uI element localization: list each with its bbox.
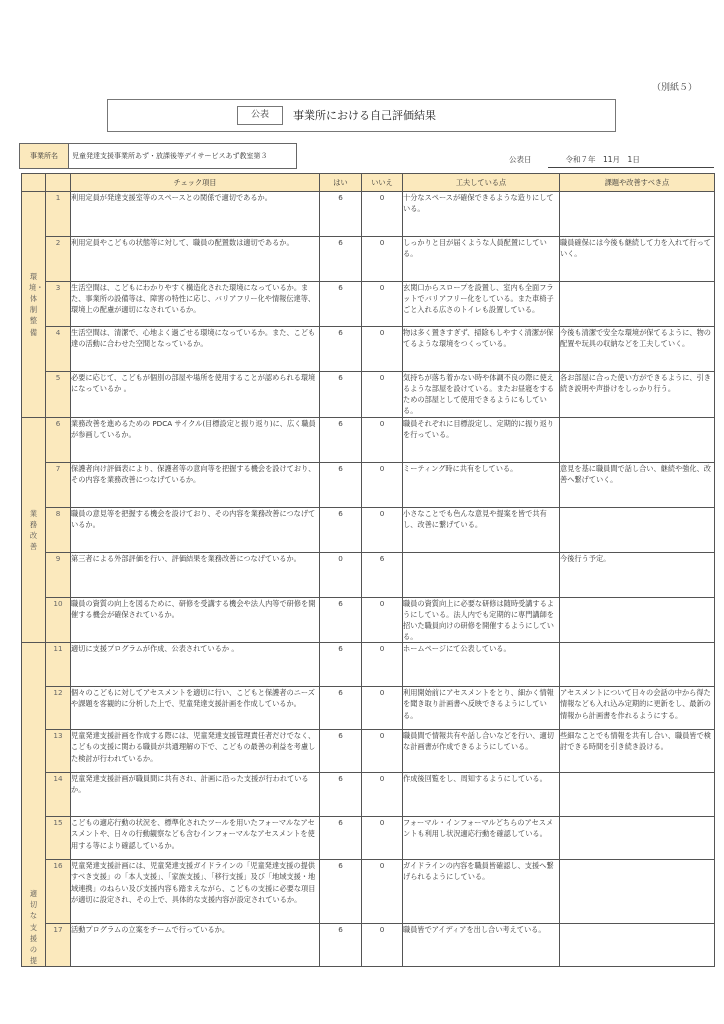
check-item: 生活空間は、清潔で、心地よく過ごせる環境になっているか。また、こども達の活動に合わせた空間となっているか。 [71,327,320,372]
yes-count: 6 [320,327,362,372]
check-item: 職員の資質の向上を図るために、研修を受講する機会や法人内等で研修を開催する機会が確保されているか。 [71,597,320,643]
issues-note [560,192,715,237]
check-item: 児童発達支援計画が職員間に共有され、計画に沿った支援が行われているか。 [71,773,320,817]
yes-count: 6 [320,192,362,237]
issues-note [560,773,715,817]
efforts-note: 物は多く置きすぎず、掃除もしやすく清潔が保てるような環境をつくっている。 [403,327,560,372]
row-number: 15 [46,817,71,860]
no-count: 0 [362,773,403,817]
row-number: 11 [46,643,71,687]
efforts-note [403,552,560,597]
no-count: 0 [362,643,403,687]
yes-count: 6 [320,687,362,730]
check-item: 児童発達支援計画を作成する際には、児童発達支援管理責任者だけでなく、こどもの支援に関わる職員が共通理解の下で、こどもの最善の利益を考慮した検討が行われているか。 [71,730,320,773]
row-number: 7 [46,462,71,507]
table-row [22,462,715,507]
issues-note [560,282,715,327]
no-count: 0 [362,860,403,924]
efforts-note: 職員それぞれに目標設定し、定期的に振り返りを行っている。 [403,417,560,462]
table-row [22,924,715,967]
row-number: 12 [46,687,71,730]
no-count: 6 [362,552,403,597]
annex-label: （別紙５） [652,83,698,93]
efforts-note: 職員の資質向上に必要な研修は随時受講するようにしている。法人内でも定期的に専門講師を招いた職員向けの研修を開催するようにしている。 [403,597,560,643]
yes-count: 0 [320,552,362,597]
check-item: 必要に応じて、こどもが個別の部屋や場所を使用することが認められる環境になっているか 。 [71,372,320,418]
yes-count: 6 [320,924,362,967]
no-count: 0 [362,417,403,462]
efforts-note: フォーマル・インフォーマルどちらのアセスメントも利用し状況適応行動を確認している。 [403,817,560,860]
check-item: 児童発達支援計画には、児童発達支援ガイドラインの「児童発達支援の提供すべき支援」の「本人支援」、「家族支援」、「移行支援」及び「地域支援・地域連携」のねらい及び支援内容も踏まえながら、こどもの支援に必要な項目が適切に設定され、その上で、具体的な支援内容が設定されているか。 [71,860,320,924]
table-row [22,597,715,643]
section-label-cell [22,417,46,643]
no-count: 0 [362,597,403,643]
check-item: 適切に支援プログラムが作成、公表されているか 。 [71,643,320,687]
row-number: 1 [46,192,71,237]
yes-count: 6 [320,643,362,687]
row-number: 3 [46,282,71,327]
header-issues: 課題や改善すべき点 [560,174,715,192]
issues-note: 各お部屋に合った使い方ができるように、引き続き説明や声掛けをしっかり行う。 [560,372,715,418]
check-item: こどもの適応行動の状況を、標準化されたツールを用いたフォーマルなアセスメントや、日々の行動観察なども含むインフォーマルなアセスメントを使用する等により確認しているか。 [71,817,320,860]
issues-note: 職員確保には今後も継続して力を入れて行っていく。 [560,237,715,282]
efforts-note: 小さなことでも色んな意見や提案を皆で共有し、改善に繋げている。 [403,507,560,552]
row-number: 8 [46,507,71,552]
section-label: 適切な支援の提 [29,889,38,966]
row-number: 16 [46,860,71,924]
issues-note: 意見を基に職員間で話し合い、継続や強化、改善へ繋げていく。 [560,462,715,507]
check-item: 業務改善を進めるための PDCA サイクル(目標設定と振り返り)に、広く職員が参画しているか。 [71,417,320,462]
table-row [22,773,715,817]
section-label: 環境・体制整備 [29,271,44,337]
no-count: 0 [362,924,403,967]
yes-count: 6 [320,507,362,552]
row-number: 2 [46,237,71,282]
table-row [22,327,715,372]
efforts-note: 気持ちが落ち着かない時や体調不良の際に使えるような部屋を設けている。またお昼寝をするための部屋として使用できるようにもしている。 [403,372,560,418]
publication-date-value: 令和７年 11月 1日 [548,154,714,168]
row-number: 5 [46,372,71,418]
row-number: 4 [46,327,71,372]
section-label: 業務改善 [29,508,38,552]
row-number: 10 [46,597,71,643]
table-row [22,687,715,730]
row-number: 9 [46,552,71,597]
no-count: 0 [362,282,403,327]
header-number-cell [46,174,71,192]
efforts-note: 職員間で情報共有や話し合いなどを行い、適切な計画書が作成できるようにしている。 [403,730,560,773]
check-item: 第三者による外部評価を行い、評価結果を業務改善につなげているか。 [71,552,320,597]
table-row [22,643,715,687]
table-row [22,730,715,773]
table-row [22,417,715,462]
efforts-note: ホームページにて公表している。 [403,643,560,687]
row-number: 17 [46,924,71,967]
yes-count: 6 [320,730,362,773]
issues-note: 今後も清潔で安全な環境が保てるように、物の配置や玩具の収納などを工夫していく。 [560,327,715,372]
publication-date-label: 公表日 [509,155,532,164]
row-number: 14 [46,773,71,817]
header-section-cell [22,174,46,192]
issues-note: 今後行う予定。 [560,552,715,597]
title-box [107,99,616,132]
issues-note [560,507,715,552]
no-count: 0 [362,327,403,372]
check-item: 個々のこどもに対してアセスメントを適切に行い、こどもと保護者のニーズや課題を客観的に分析した上で、児童発達支援計画を作成しているか。 [71,687,320,730]
no-count: 0 [362,817,403,860]
issues-note [560,924,715,967]
issues-note [560,860,715,924]
yes-count: 6 [320,773,362,817]
issues-note [560,417,715,462]
efforts-note: ミーティング時に共有をしている。 [403,462,560,507]
evaluation-table [21,173,715,967]
section-label-cell [22,643,46,967]
efforts-note: ガイドラインの内容を職員皆確認し、支援へ繋げられるようにしている。 [403,860,560,924]
office-info [19,143,297,169]
issues-note [560,597,715,643]
table-row [22,860,715,924]
yes-count: 6 [320,597,362,643]
efforts-note: 玄関口からスロープを設置し、室内も全面フラットでバリアフリー化をしている。また車椅子ごと入れる広さのトイレも設置している。 [403,282,560,327]
row-number: 6 [46,417,71,462]
efforts-note: 利用開始前にアセスメントをとり、細かく情報を聞き取り計画書へ反映できるようにしている。 [403,687,560,730]
efforts-note: しっかりと目が届くような人員配置にしている。 [403,237,560,282]
table-row [22,817,715,860]
issues-note: 些細なことでも情報を共有し合い、職員皆で検討できる時間を引き続き設ける。 [560,730,715,773]
check-item: 保護者向け評価表により、保護者等の意向等を把握する機会を設けており、その内容を業務改善につなげているか。 [71,462,320,507]
issues-note: アセスメントについて日々の会話の中から得た情報なども入れ込み定期的に更新をし、最新の情報から計画書を作れるようにする。 [560,687,715,730]
yes-count: 6 [320,817,362,860]
office-label: 事業所名 [20,144,69,168]
publication-date [509,154,714,168]
no-count: 0 [362,730,403,773]
public-tag: 公表 [237,106,283,125]
check-item: 利用定員が発達支援室等のスペースとの関係で適切であるか。 [71,192,320,237]
yes-count: 6 [320,860,362,924]
table-row [22,372,715,418]
table-row [22,507,715,552]
efforts-note: 作成後回覧をし、周知するようにしている。 [403,773,560,817]
table-row [22,552,715,597]
efforts-note: 職員皆でアイディアを出し合い考えている。 [403,924,560,967]
no-count: 0 [362,462,403,507]
no-count: 0 [362,192,403,237]
table-header-row [22,174,715,192]
header-check-item: チェック項目 [71,174,320,192]
yes-count: 6 [320,462,362,507]
check-item: 活動プログラムの立案をチームで行っているか。 [71,924,320,967]
section-label-cell [22,192,46,418]
row-number: 13 [46,730,71,773]
header-no: いいえ [362,174,403,192]
table-body [22,192,715,967]
no-count: 0 [362,507,403,552]
office-name: 児童発達支援事業所あず・放課後等デイサービスあず教室第３ [72,152,268,160]
yes-count: 6 [320,417,362,462]
yes-count: 6 [320,282,362,327]
issues-note [560,643,715,687]
table-row [22,237,715,282]
header-yes: はい [320,174,362,192]
check-item: 生活空間は、こどもにわかりやすく構造化された環境になっているか。また、事業所の設備等は、障害の特性に応じ、バリアフリー化や情報伝達等、環境上の配慮が適切になされているか。 [71,282,320,327]
yes-count: 6 [320,237,362,282]
table-row [22,282,715,327]
header-efforts: 工夫している点 [403,174,560,192]
table-row [22,192,715,237]
check-item: 利用定員やこどもの状態等に対して、職員の配置数は適切であるか。 [71,237,320,282]
no-count: 0 [362,237,403,282]
page-title: 事業所における自己評価結果 [293,109,436,122]
check-item: 職員の意見等を把握する機会を設けており、その内容を業務改善につなげているか。 [71,507,320,552]
issues-note [560,817,715,860]
no-count: 0 [362,687,403,730]
no-count: 0 [362,372,403,418]
yes-count: 6 [320,372,362,418]
efforts-note: 十分なスペースが確保できるような造りにしている。 [403,192,560,237]
